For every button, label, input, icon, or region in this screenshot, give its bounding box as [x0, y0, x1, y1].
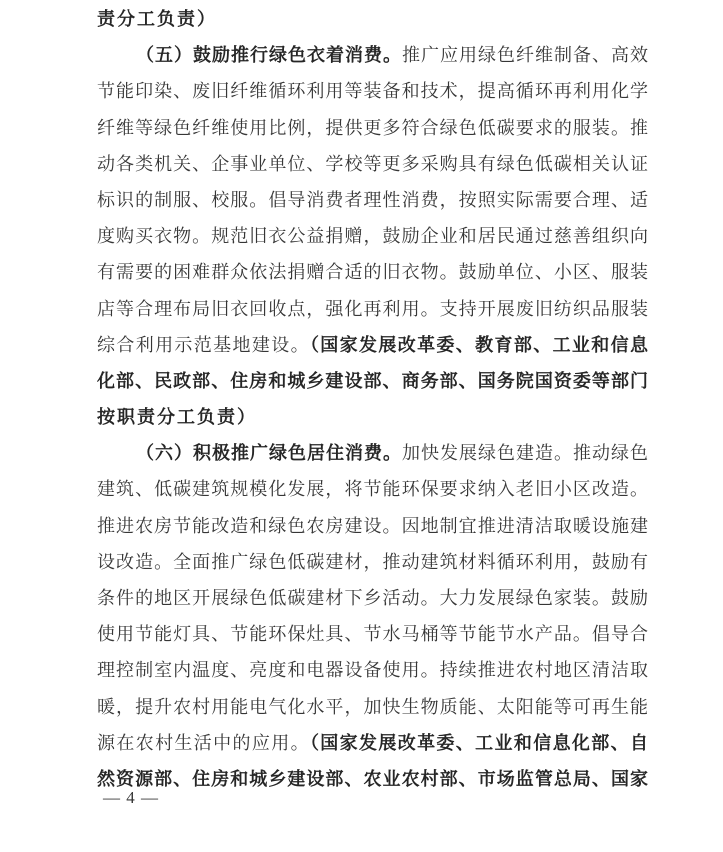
text-segment: 理控制室内温度、亮度和电器设备使用。持续推进农村地区清洁取 — [97, 660, 648, 681]
text-segment: 综合利用示范基地建设。 — [97, 334, 310, 355]
text-segment-emphasis: （六）积极推广绿色居住消费。 — [136, 443, 402, 464]
text-line — [97, 616, 648, 652]
text-line — [97, 291, 648, 327]
text-line — [97, 363, 648, 399]
text-segment: 暖，提升农村用能电气化水平，加快生物质能、太阳能等可再生能 — [97, 696, 648, 717]
text-line — [97, 37, 648, 73]
text-line — [97, 761, 648, 797]
text-line — [97, 327, 648, 363]
text-segment-emphasis: 责分工负责） — [97, 9, 217, 29]
text-line — [97, 580, 648, 616]
text-segment: 建筑、低碳建筑规模化发展，将节能环保要求纳入老旧小区改造。 — [97, 479, 648, 500]
text-segment: 节能印染、废旧纤维循环利用等装备和技术，提高循环再利用化学 — [97, 81, 648, 102]
text-line — [97, 689, 648, 725]
text-line — [97, 110, 648, 146]
text-segment: 标识的制服、校服。倡导消费者理性消费，按照实际需要合理、适 — [97, 189, 648, 210]
text-segment: 度购买衣物。规范旧衣公益捐赠，鼓励企业和居民通过慈善组织向 — [97, 226, 648, 247]
text-segment: 店等合理布局旧衣回收点，强化再利用。支持开展废旧纺织品服装 — [97, 298, 648, 319]
text-segment-emphasis: （国家发展改革委、工业和信息化部、自 — [309, 732, 648, 753]
text-segment: 条件的地区开展绿色低碳建材下乡活动。大力发展绿色家装。鼓励 — [97, 588, 648, 608]
text-segment-emphasis: 然资源部、住房和城乡建设部、农业农村部、市场监管总局、国家 — [97, 768, 648, 789]
text-segment: 纤维等绿色纤维使用比例，提供更多符合绿色低碳要求的服装。推 — [97, 117, 648, 138]
text-line — [97, 146, 648, 182]
text-segment: 推进农房节能改造和绿色农房建设。因地制宜推进清洁取暖设施建 — [97, 515, 648, 536]
text-line — [97, 218, 648, 254]
text-segment: 动各类机关、企事业单位、学校等更多采购具有绿色低碳相关认证 — [97, 153, 648, 174]
text-line — [97, 725, 648, 761]
text-line — [97, 182, 648, 218]
document-body — [97, 1, 648, 797]
text-segment-emphasis: 化部、民政部、住房和城乡建设部、商务部、国务院国资委等部门 — [97, 370, 648, 391]
text-segment: 有需要的困难群众依法捐赠合适的旧衣物。鼓励单位、小区、服装 — [97, 262, 648, 283]
text-line — [97, 471, 648, 507]
text-line — [97, 399, 648, 435]
text-line — [97, 544, 648, 580]
text-line — [97, 435, 648, 471]
text-segment: 设改造。全面推广绿色低碳建材，推动建筑材料循环利用，鼓励有 — [97, 551, 648, 572]
text-segment: 推广应用绿色纤维制备、高效 — [402, 45, 648, 66]
text-segment: 使用节能灯具、节能环保灶具、节水马桶等节能节水产品。倡导合 — [97, 624, 648, 645]
text-line — [97, 254, 648, 290]
text-segment: 源在农村生活中的应用。 — [97, 732, 310, 753]
text-line — [97, 1, 648, 37]
text-segment-emphasis: （国家发展改革委、教育部、工业和信息 — [309, 334, 648, 355]
text-line — [97, 73, 648, 109]
text-line — [97, 508, 648, 544]
text-segment-emphasis: 按职责分工负责） — [97, 407, 257, 428]
text-segment-emphasis: （五）鼓励推行绿色衣着消费。 — [136, 45, 402, 66]
page-number: — 4 — — [103, 788, 159, 807]
text-line — [97, 652, 648, 688]
text-segment: 加快发展绿色建造。推动绿色 — [402, 443, 648, 464]
